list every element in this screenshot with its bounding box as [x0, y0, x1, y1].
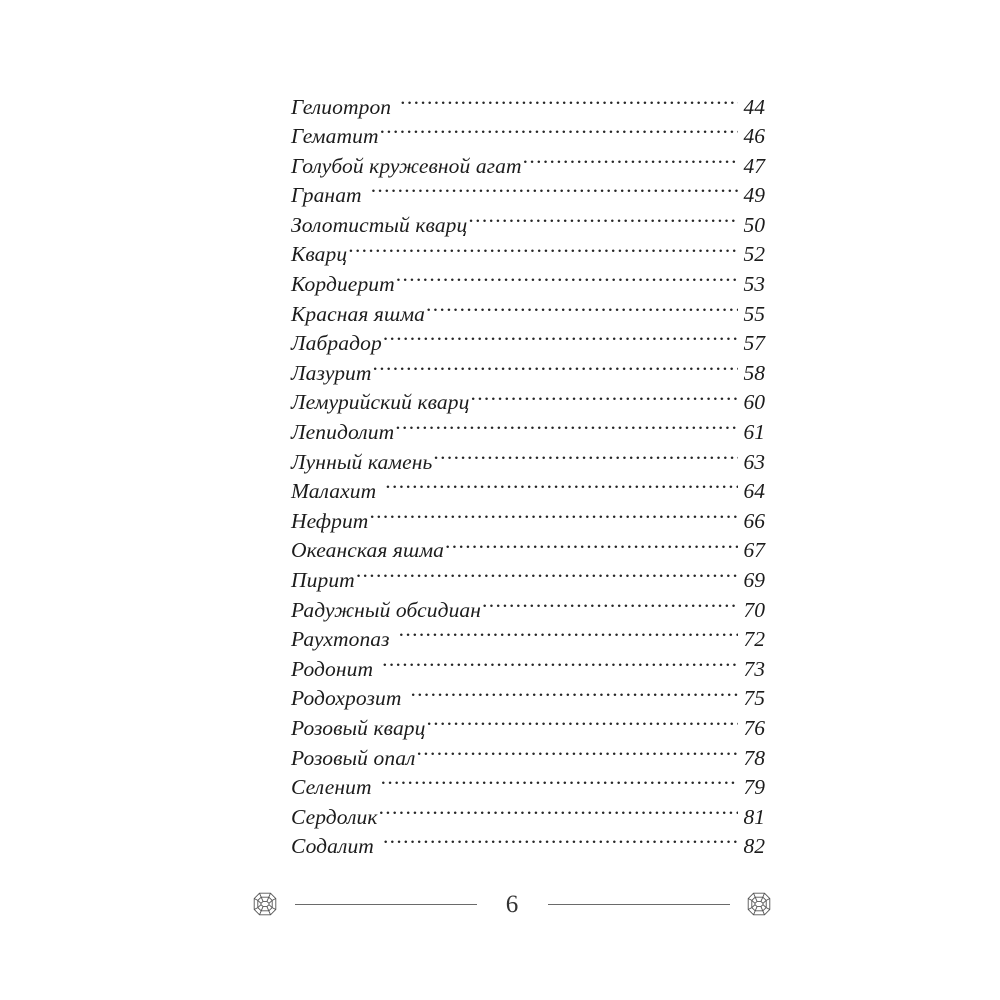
toc-entry[interactable]: [291, 447, 765, 477]
toc-entry-title: Кварц: [291, 242, 348, 267]
toc-entry-page-number: 63: [743, 449, 765, 474]
toc-dot-leader: [400, 92, 738, 114]
toc-entry[interactable]: [291, 388, 765, 418]
toc-entry-title: Гематит: [291, 124, 379, 149]
toc-entry[interactable]: [291, 536, 765, 566]
toc-entry-page-number: 81: [743, 804, 765, 829]
gemstone-icon: [746, 891, 772, 917]
toc-entry-title: Гранат: [291, 183, 362, 208]
toc-entry-page-number: 67: [743, 538, 765, 563]
toc-dot-leader: [369, 506, 738, 528]
toc-dot-leader: [427, 713, 739, 735]
toc-dot-leader: [399, 625, 738, 647]
toc-dot-leader: [417, 743, 738, 765]
toc-entry-title: Лазурит: [291, 360, 372, 385]
toc-entry[interactable]: [291, 151, 765, 181]
toc-dot-leader: [426, 299, 738, 321]
toc-entry-page-number: 50: [743, 212, 765, 237]
toc-dot-leader: [470, 388, 738, 410]
toc-entry-title: Кордиерит: [291, 272, 395, 297]
toc-entry-page-number: 49: [743, 183, 765, 208]
toc-entry[interactable]: [291, 506, 765, 536]
toc-entry-title: Золотистый кварц: [291, 212, 468, 237]
toc-entry-page-number: 75: [743, 686, 765, 711]
toc-dot-leader: [379, 802, 738, 824]
toc-entry-page-number: 76: [743, 715, 765, 740]
toc-entry-page-number: 60: [743, 390, 765, 415]
toc-dot-leader: [356, 566, 738, 588]
toc-entry-page-number: 70: [743, 597, 765, 622]
toc-entry[interactable]: [291, 240, 765, 270]
toc-entry-title: Радужный обсидиан: [291, 597, 482, 622]
gemstone-icon: [252, 891, 278, 917]
toc-dot-leader: [348, 240, 738, 262]
toc-dot-leader: [371, 181, 738, 203]
toc-entry-page-number: 58: [743, 360, 765, 385]
toc-entry[interactable]: [291, 654, 765, 684]
toc-entry-title: Розовый опал: [291, 745, 416, 770]
toc-entry-page-number: 47: [743, 153, 765, 178]
toc-entry-page-number: 64: [743, 479, 765, 504]
toc-entry[interactable]: [291, 684, 765, 714]
toc-entry[interactable]: [291, 329, 765, 359]
toc-entry-title: Розовый кварц: [291, 715, 426, 740]
toc-entry-title: Лунный камень: [291, 449, 433, 474]
toc-entry[interactable]: [291, 713, 765, 743]
toc-entry-page-number: 79: [743, 775, 765, 800]
toc-entry-title: Пирит: [291, 568, 355, 592]
toc-entry-page-number: 55: [743, 301, 765, 326]
toc-entry-title: Океанская яшма: [291, 538, 445, 563]
toc-entry[interactable]: [291, 802, 765, 832]
toc-dot-leader: [383, 329, 738, 351]
toc-entry-title: Голубой кружевной агат: [291, 153, 522, 178]
toc-entry-page-number: 61: [743, 420, 765, 445]
toc-entry-page-number: 73: [743, 656, 765, 681]
toc-entry[interactable]: [291, 595, 765, 625]
toc-entry-title: Малахит: [291, 479, 377, 504]
toc-dot-leader: [381, 773, 738, 795]
toc-entry[interactable]: [291, 773, 765, 803]
toc-entry-page-number: 69: [743, 568, 765, 592]
toc-dot-leader: [410, 684, 738, 706]
toc-entry-page-number: 82: [743, 834, 765, 859]
toc-dot-leader: [433, 447, 738, 469]
toc-entry-title: Родохрозит: [291, 686, 402, 711]
toc-entry-page-number: 66: [743, 508, 765, 533]
toc-entry-title: Сердолик: [291, 804, 378, 829]
toc-dot-leader: [382, 654, 738, 676]
toc-dot-leader: [445, 536, 738, 558]
toc-entry[interactable]: [291, 358, 765, 388]
toc-entry-title: Нефрит: [291, 508, 369, 533]
table-of-contents: [291, 92, 765, 861]
toc-entry-title: Селенит: [291, 775, 372, 800]
toc-entry[interactable]: [291, 418, 765, 448]
toc-entry-page-number: 57: [743, 331, 765, 356]
toc-entry[interactable]: [291, 270, 765, 300]
toc-dot-leader: [383, 832, 738, 854]
toc-entry-page-number: 78: [743, 745, 765, 770]
toc-entry-title: Лепидолит: [291, 420, 395, 445]
toc-entry-page-number: 44: [743, 94, 765, 119]
toc-entry[interactable]: [291, 832, 765, 862]
toc-entry[interactable]: [291, 625, 765, 655]
toc-entry-title: Содалит: [291, 834, 374, 859]
toc-entry-title: Лабрадор: [291, 331, 382, 356]
toc-entry[interactable]: [291, 743, 765, 773]
toc-entry-title: Родонит: [291, 656, 374, 681]
toc-entry-title: Гелиотроп: [291, 94, 392, 119]
toc-entry[interactable]: [291, 181, 765, 211]
toc-entry[interactable]: [291, 92, 765, 122]
toc-entry[interactable]: [291, 210, 765, 240]
toc-entry-page-number: 72: [743, 627, 765, 652]
footer-rule-left: [295, 904, 477, 905]
toc-entry-title: Лемурийский кварц: [291, 390, 470, 415]
toc-dot-leader: [396, 270, 738, 292]
toc-dot-leader: [523, 151, 738, 173]
toc-dot-leader: [482, 595, 738, 617]
toc-entry[interactable]: [291, 566, 765, 596]
toc-entry[interactable]: [291, 477, 765, 507]
footer-rule-right: [548, 904, 730, 905]
toc-entry-title: Раухтопаз: [291, 627, 390, 652]
page-number: 6: [505, 890, 519, 918]
toc-entry-title: Красная яшма: [291, 301, 426, 326]
toc-entry[interactable]: [291, 299, 765, 329]
toc-entry-page-number: 52: [743, 242, 765, 267]
toc-entry-page-number: 46: [743, 124, 765, 149]
toc-entry-page-number: 53: [743, 272, 765, 297]
toc-dot-leader: [468, 210, 738, 232]
toc-dot-leader: [385, 477, 738, 499]
page-footer: [252, 884, 772, 924]
toc-dot-leader: [380, 122, 738, 144]
toc-entry[interactable]: [291, 122, 765, 152]
toc-dot-leader: [395, 418, 738, 440]
toc-dot-leader: [373, 358, 738, 380]
